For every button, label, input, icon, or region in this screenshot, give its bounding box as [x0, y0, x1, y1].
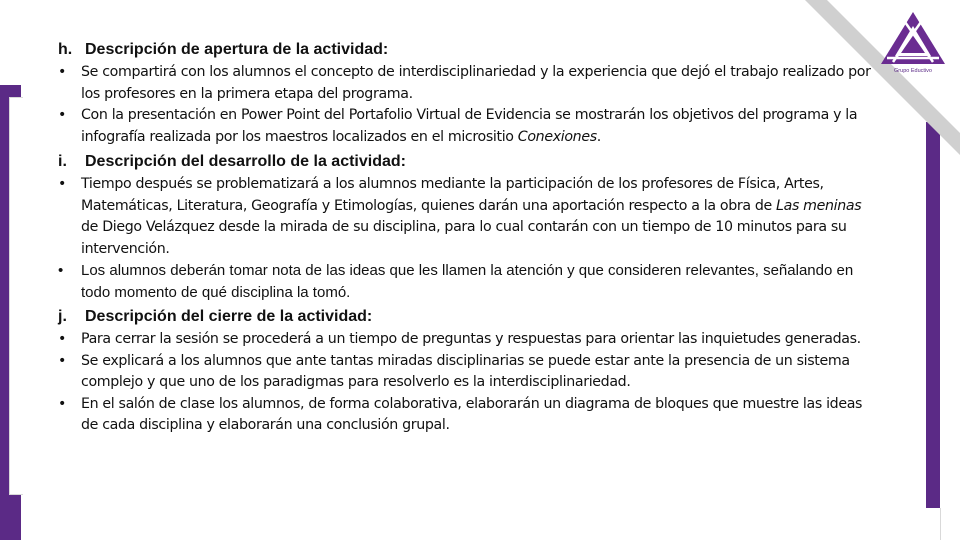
section-letter: h.: [58, 41, 73, 58]
item-text: Los alumnos deberán tomar nota de las ideas que les llamen la atención y que consideren relevantes, señalando en todo momento de qué disciplina la tomó.: [81, 262, 854, 301]
bullet-item: [58, 105, 878, 148]
bullet-item: [58, 329, 878, 351]
left-panel-edge: [9, 97, 23, 495]
bullet-list: [58, 62, 878, 148]
bullet-item: [58, 260, 878, 303]
section-title-text: Descripción del cierre de la actividad:: [85, 308, 373, 325]
item-text: En el salón de clase los alumnos, de forma colaborativa, elaborarán un diagrama de bloques que muestre las ideas de cada disciplina y elaborarán una conclusión grupal.: [81, 395, 863, 433]
item-text: Se compartirá con los alumnos el concepto de interdisciplinariedad y la experiencia que dejó el trabajo realizado por los profesores en la primera etapa del programa.: [81, 64, 871, 102]
section-title-text: Descripción del desarrollo de la actividad:: [85, 153, 406, 170]
bullet-dot-icon: •: [58, 331, 67, 347]
item-text: Tiempo después se problematizará a los alumnos mediante la participación de los profesores de Física, Artes, Matemáticas, Literatura, Geografía y Etimologías, quienes darán una aportación respecto a la obra de: [81, 176, 824, 214]
right-accent-bar: [926, 122, 940, 508]
bullet-dot-icon: •: [58, 176, 67, 192]
italic-text: Conexiones: [517, 128, 597, 145]
bullet-dot-icon: •: [58, 395, 67, 412]
section-title: [58, 40, 878, 60]
bullet-dot-icon: •: [58, 64, 67, 80]
italic-text: Las meninas: [776, 197, 862, 214]
item-text: Para cerrar la sesión se procederá a un tiempo de preguntas y respuestas para orientar las inquietudes generadas.: [81, 331, 861, 347]
section-title: [58, 152, 878, 172]
section-title: [58, 307, 878, 327]
bullet-dot-icon: •: [58, 107, 67, 123]
slide-content: [58, 40, 878, 441]
brand-name: Grupo Eductivo: [894, 68, 932, 74]
section-letter: i.: [58, 153, 67, 170]
item-text: de Diego Velázquez desde la mirada de su disciplina, para lo cual contarán con un tiempo de 10 minutos para su intervención.: [81, 219, 847, 257]
section-letter: j.: [58, 308, 67, 325]
bullet-list: [58, 174, 878, 303]
item-text: Se explicará a los alumnos que ante tantas miradas disciplinarias se puede estar ante la presencia de un sistema complejo y que uno de los paradigmas para resolverlo es la interdisciplinariedad.: [81, 352, 850, 390]
section-title-text: Descripción de apertura de la actividad:: [85, 41, 389, 58]
bullet-item: [58, 174, 878, 260]
brand-logo: [875, 8, 951, 78]
item-text: .: [596, 128, 601, 145]
bullet-dot-icon: •: [58, 262, 64, 279]
bullet-list: [58, 329, 878, 437]
bullet-dot-icon: •: [58, 352, 67, 369]
item-text: Con la presentación en Power Point del Portafolio Virtual de Evidencia se mostrarán los objetivos del programa y la infografía realizada por los maestros localizados en el micrositio: [81, 107, 858, 145]
bullet-item: [58, 394, 878, 437]
triangle-logo-icon: [875, 8, 951, 68]
bullet-item: [58, 62, 878, 105]
bullet-item: [58, 351, 878, 394]
bottom-right-panel: [940, 508, 960, 540]
